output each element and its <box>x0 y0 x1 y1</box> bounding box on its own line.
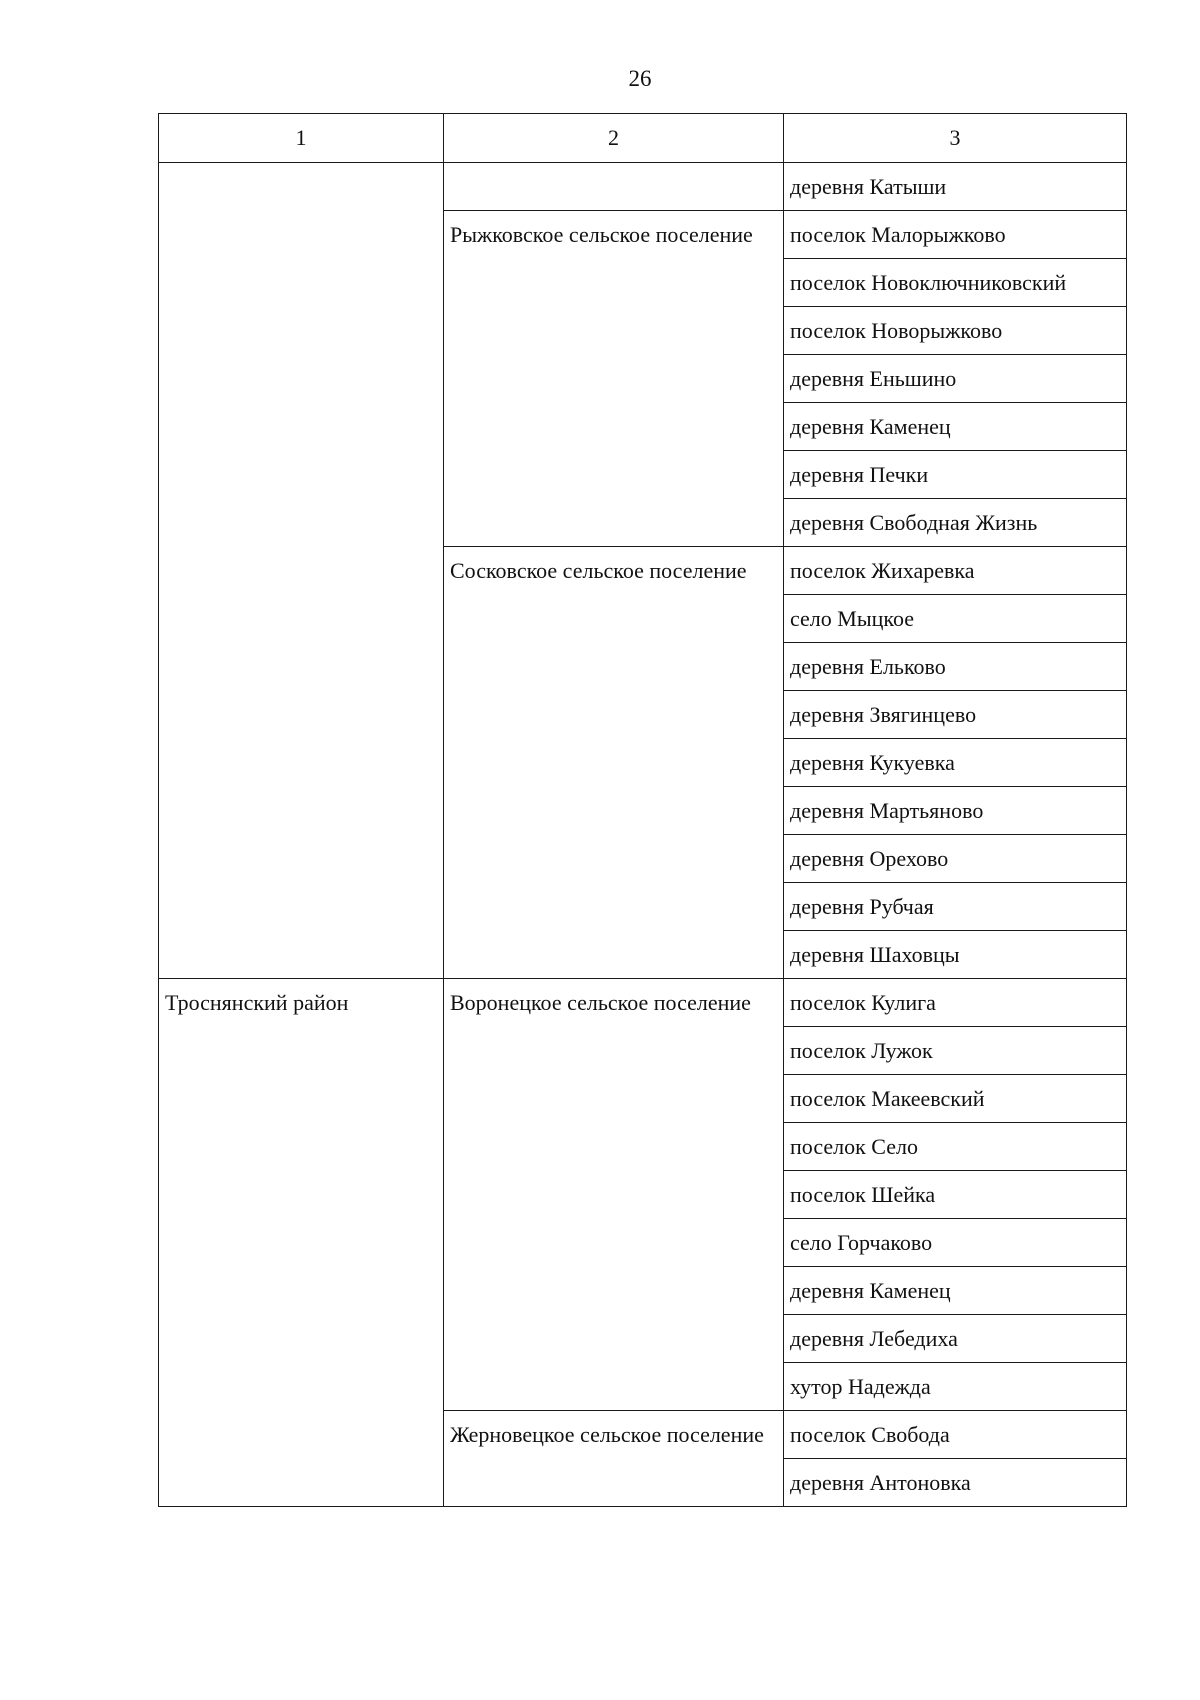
locality-cell: деревня Кукуевка <box>784 739 1127 787</box>
column-header-3: 3 <box>784 114 1127 163</box>
locality-cell: поселок Село <box>784 1123 1127 1171</box>
locality-cell: хутор Надежда <box>784 1363 1127 1411</box>
table-header-row <box>159 114 1127 163</box>
column-header-1: 1 <box>159 114 444 163</box>
locality-cell: деревня Ельково <box>784 643 1127 691</box>
table-row <box>159 979 1127 1027</box>
locality-cell: поселок Лужок <box>784 1027 1127 1075</box>
locality-cell: поселок Малорыжково <box>784 211 1127 259</box>
locality-cell: деревня Каменец <box>784 403 1127 451</box>
settlement-cell: Сосковское сельское поселение <box>444 547 784 979</box>
column-header-2: 2 <box>444 114 784 163</box>
locality-cell: деревня Каменец <box>784 1267 1127 1315</box>
settlements-table <box>158 113 1127 1507</box>
locality-cell: деревня Шаховцы <box>784 931 1127 979</box>
settlement-cell: Воронецкое сельское поселение <box>444 979 784 1411</box>
table-row <box>159 163 1127 211</box>
locality-cell: деревня Печки <box>784 451 1127 499</box>
locality-cell: поселок Свобода <box>784 1411 1127 1459</box>
locality-cell: поселок Шейка <box>784 1171 1127 1219</box>
locality-cell: поселок Новорыжково <box>784 307 1127 355</box>
locality-cell: поселок Жихаревка <box>784 547 1127 595</box>
locality-cell: деревня Звягинцево <box>784 691 1127 739</box>
locality-cell: деревня Катыши <box>784 163 1127 211</box>
locality-cell: деревня Еньшино <box>784 355 1127 403</box>
settlement-cell <box>444 163 784 211</box>
locality-cell: поселок Макеевский <box>784 1075 1127 1123</box>
locality-cell: деревня Свободная Жизнь <box>784 499 1127 547</box>
page-number: 26 <box>628 66 652 91</box>
locality-cell: поселок Кулига <box>784 979 1127 1027</box>
locality-cell: деревня Антоновка <box>784 1459 1127 1507</box>
locality-cell: деревня Лебедиха <box>784 1315 1127 1363</box>
locality-cell: деревня Рубчая <box>784 883 1127 931</box>
district-cell: Троснянский район <box>159 979 444 1507</box>
district-cell <box>159 163 444 979</box>
locality-cell: деревня Орехово <box>784 835 1127 883</box>
settlement-cell: Жерновецкое сельское поселение <box>444 1411 784 1507</box>
locality-cell: поселок Новоключниковский <box>784 259 1127 307</box>
settlement-cell: Рыжковское сельское поселение <box>444 211 784 547</box>
locality-cell: село Мыцкое <box>784 595 1127 643</box>
locality-cell: деревня Мартьяново <box>784 787 1127 835</box>
locality-cell: село Горчаково <box>784 1219 1127 1267</box>
